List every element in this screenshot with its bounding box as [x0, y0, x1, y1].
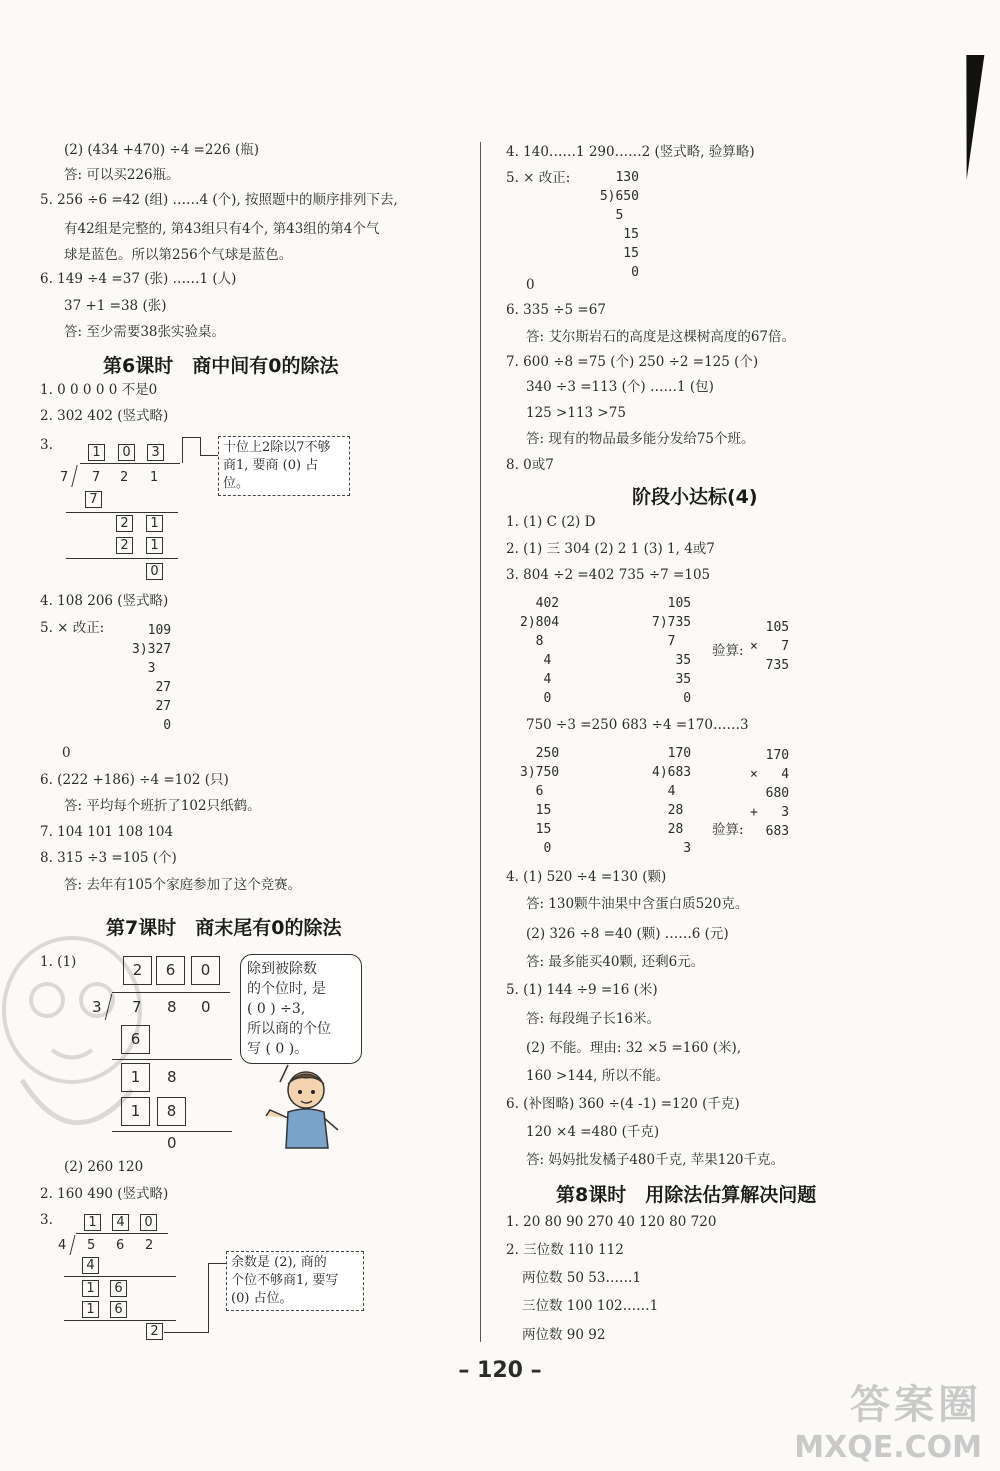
dividend-digit: 7	[92, 470, 101, 485]
watermark-text: 答案圈	[850, 1382, 982, 1428]
bubble-text: 写 ( 0 )。	[247, 1041, 309, 1057]
hint-note	[226, 1251, 364, 1311]
long-division: 170 4)683 4 28 28 3	[652, 746, 692, 856]
bubble-text: 的个位时, 是	[247, 981, 326, 997]
pointer-line	[208, 1263, 226, 1264]
step-box: 6	[110, 1280, 127, 1297]
pointer-line	[182, 437, 200, 438]
boy-illustration	[258, 1060, 343, 1155]
answer-line: 6. 335 ÷5 =67	[506, 302, 606, 318]
answer-line: 3.	[40, 1212, 53, 1228]
answer-line: 三位数 100 102……1	[522, 1298, 659, 1314]
step-box: 6	[110, 1301, 127, 1318]
answer-line: 2. (1) 三 304 (2) 2 1 (3) 1, 4或7	[506, 541, 715, 557]
check-label: 验算:	[712, 643, 744, 659]
answer-line: 37 +1 =38 (张)	[64, 298, 167, 314]
bubble-text: ( 0 ) ÷3,	[247, 1001, 306, 1017]
answer-line: 有42组是完整的, 第43组只有4个, 第43组的第4个气	[64, 221, 380, 237]
answer-line: 5. (1) 144 ÷9 =16 (米)	[506, 982, 658, 998]
answer-line: 答: 妈妈批发橘子480千克, 苹果120千克。	[526, 1152, 784, 1168]
hint-text: 余数是 (2), 商的	[231, 1255, 327, 1270]
section-title: 第8课时 用除法估算解决问题	[556, 1184, 817, 1206]
quotient-box: 3	[147, 444, 164, 461]
long-division: 109 3)327 3 27 27 0	[132, 623, 172, 733]
pointer-line	[200, 455, 218, 456]
hint-text: 十位上2除以7不够	[223, 440, 331, 455]
step-line	[64, 1276, 176, 1277]
left-column	[0, 0, 478, 1471]
step-line	[64, 1320, 176, 1321]
answer-line: 750 ÷3 =250 683 ÷4 =170……3	[526, 717, 749, 733]
quotient-box: 1	[88, 444, 105, 461]
pointer-line	[164, 1332, 208, 1333]
division-bracket	[71, 465, 78, 487]
section-title: 第7课时 商末尾有0的除法	[106, 917, 342, 939]
check-calculation: 170 × 4 680 + 3 683	[750, 748, 790, 839]
answer-line: 8. 315 ÷3 =105 (个)	[40, 850, 177, 866]
bubble-text: 除到被除数	[247, 961, 317, 977]
answer-line: 5. × 改正:	[506, 170, 571, 186]
dividend-digit: 1	[150, 470, 159, 485]
answer-line: 0	[62, 745, 71, 761]
watermark-url: MXQE.COM	[794, 1430, 982, 1465]
answer-line: 4. (1) 520 ÷4 =130 (颗)	[506, 869, 667, 885]
divisor: 4	[58, 1238, 67, 1253]
step-line	[66, 558, 178, 559]
dividend-digit: 2	[120, 470, 129, 485]
remainder-box: 2	[146, 1323, 163, 1340]
long-division: 105 7)735 7 35 35 0	[652, 596, 692, 706]
answer-line: 6. (补图略) 360 ÷(4 -1) =120 (千克)	[506, 1096, 740, 1112]
answer-line: 4. 140……1 290……2 (竖式略, 验算略)	[506, 144, 755, 160]
answer-line: 答: 最多能买40颗, 还剩6元。	[526, 954, 705, 970]
answer-line: 1. 0 0 0 0 0 不是0	[40, 382, 158, 398]
answer-line: (2) (434 +470) ÷4 =226 (瓶)	[64, 142, 259, 158]
answer-line: 8. 0或7	[506, 457, 554, 473]
speech-bubble	[240, 954, 362, 1064]
bubble-text: 所以商的个位	[247, 1021, 331, 1037]
answer-line: 2. 160 490 (竖式略)	[40, 1186, 169, 1202]
section-title: 阶段小达标(4)	[632, 486, 758, 508]
division-bar	[80, 463, 180, 464]
answer-line: 3.	[40, 437, 53, 453]
division-bracket	[70, 1235, 76, 1255]
step-box: 1	[121, 1097, 150, 1126]
quotient-box: 1	[84, 1214, 101, 1231]
check-label: 验算:	[712, 822, 744, 838]
division-bar	[112, 992, 230, 993]
answer-line: 答: 130颗牛油果中含蛋白质520克。	[526, 896, 749, 912]
hint-text: 商1, 要商 (0) 占	[223, 458, 319, 473]
section-title: 第6课时 商中间有0的除法	[103, 355, 339, 377]
quotient-box: 2	[123, 956, 152, 985]
answer-line: 7. 104 101 108 104	[40, 824, 174, 840]
hint-text: 个位不够商1, 要写	[231, 1273, 339, 1288]
answer-line: 答: 至少需要38张实验桌。	[64, 324, 226, 340]
answer-line: 答: 每段绳子长16米。	[526, 1011, 661, 1027]
step-box: 1	[121, 1063, 150, 1092]
answer-line: 球是蓝色。所以第256个气球是蓝色。	[64, 247, 293, 263]
answer-line: (2) 326 ÷8 =40 (颗) ……6 (元)	[526, 926, 729, 942]
dividend-digit: 5	[87, 1238, 96, 1253]
answer-line: 答: 艾尔斯岩石的高度是这棵树高度的67倍。	[526, 329, 796, 345]
step-line	[66, 512, 178, 513]
long-division: 250 3)750 6 15 15 0	[520, 746, 560, 856]
pointer-line	[200, 437, 201, 455]
answer-line: 4. 108 206 (竖式略)	[40, 593, 169, 609]
page-number: – 120 –	[458, 1358, 542, 1383]
division-bracket	[105, 994, 113, 1020]
divisor: 3	[92, 998, 102, 1016]
answer-line: 160 >144, 所以不能。	[526, 1068, 670, 1084]
answer-line: 5. 256 ÷6 =42 (组) ……4 (个), 按照题中的顺序排列下去,	[40, 192, 398, 208]
dividend-digit: 8	[167, 998, 177, 1016]
answer-line: 两位数 50 53……1	[522, 1270, 642, 1286]
step-box: 1	[146, 537, 163, 554]
step-box: 1	[146, 515, 163, 532]
step-box: 6	[121, 1025, 150, 1054]
quotient-box: 0	[118, 444, 135, 461]
step-box: 8	[157, 1097, 186, 1126]
answer-line: 答: 平均每个班折了102只纸鹤。	[64, 798, 261, 814]
long-division: 402 2)804 8 4 4 0	[520, 596, 560, 706]
answer-line: 120 ×4 =480 (千克)	[526, 1124, 660, 1140]
answer-line: 340 ÷3 =113 (个) ……1 (包)	[526, 379, 714, 395]
step-box: 1	[82, 1301, 99, 1318]
step-line	[112, 1131, 232, 1132]
step-box: 7	[85, 491, 102, 508]
answer-line: 2. 三位数 110 112	[506, 1242, 624, 1258]
dividend-digit: 8	[167, 1068, 177, 1086]
answer-line: 5. × 改正:	[40, 620, 105, 636]
dividend-digit: 0	[201, 998, 211, 1016]
quotient-box: 6	[156, 956, 185, 985]
answer-line: 答: 现有的物品最多能分发给75个班。	[526, 431, 755, 447]
watermark	[794, 1373, 982, 1465]
dividend-digit: 6	[116, 1238, 125, 1253]
quotient-box: 4	[112, 1214, 129, 1231]
answer-line: 6. 149 ÷4 =37 (张) ……1 (人)	[40, 271, 237, 287]
answer-line: 0	[526, 277, 535, 293]
hint-note	[218, 436, 350, 496]
answer-line: 1. (1) C (2) D	[506, 514, 596, 530]
step-box: 4	[82, 1257, 99, 1274]
dividend-digit: 7	[132, 998, 142, 1016]
dividend-digit: 2	[145, 1238, 154, 1253]
check-calculation: 105 × 7 735	[750, 620, 790, 673]
step-box: 2	[116, 537, 133, 554]
answer-line: 7. 600 ÷8 =75 (个) 250 ÷2 =125 (个)	[506, 354, 759, 370]
answer-line: 6. (222 +186) ÷4 =102 (只)	[40, 772, 229, 788]
remainder-digit: 0	[167, 1134, 177, 1152]
step-line	[112, 1059, 232, 1060]
step-box: 1	[82, 1280, 99, 1297]
long-division: 130 5)650 5 15 15 0	[599, 170, 639, 280]
quotient-box: 0	[140, 1214, 157, 1231]
step-box: 2	[116, 515, 133, 532]
answer-line: 3. 804 ÷2 =402 735 ÷7 =105	[506, 567, 711, 583]
answer-line: 1. (1)	[40, 954, 77, 970]
answer-line: 2. 302 402 (竖式略)	[40, 408, 169, 424]
quotient-box: 0	[191, 956, 220, 985]
column-divider	[480, 142, 481, 1342]
hint-text: (0) 占位。	[231, 1291, 293, 1306]
pointer-line	[208, 1263, 209, 1333]
answer-line: 1. 20 80 90 270 40 120 80 720	[506, 1214, 717, 1230]
pointer-line	[182, 437, 183, 463]
answer-line: (2) 不能。理由: 32 ×5 =160 (米),	[526, 1040, 742, 1056]
right-column	[482, 0, 1000, 1471]
hint-text: 位。	[223, 476, 250, 491]
remainder-box: 0	[146, 563, 163, 580]
answer-line: 答: 去年有105个家庭参加了这个竞赛。	[64, 877, 302, 893]
answer-line: 两位数 90 92	[522, 1327, 606, 1343]
answer-line: 答: 可以买226瓶。	[64, 167, 180, 183]
answer-line: 125 >113 >75	[526, 405, 626, 421]
answer-line: (2) 260 120	[64, 1159, 144, 1175]
division-bar	[76, 1233, 168, 1234]
divisor: 7	[60, 470, 69, 485]
